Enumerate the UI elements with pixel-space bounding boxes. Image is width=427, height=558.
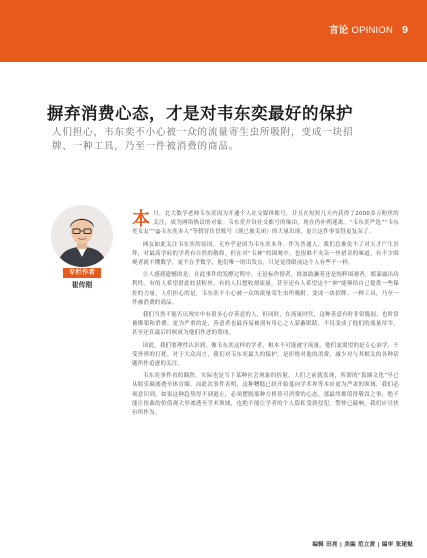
section-label <box>329 25 393 37</box>
paragraph-1-text: 月，北大数学老师韦东奕因为开通个人社交媒体账号，并且在短短几天内获得了2000多万粉丝的关注，成为网络热议的对象。韦东奕开设社交账号的缘由，现在仍扑朔迷离。“韦东奕严选”“韦东奕女友”“@韦东奕本人”等假冒仿冒账号（现已被关闭）的大量出现，更让这件事变得更复杂了。 <box>132 211 399 236</box>
article-lede: 人们担心，韦东奕不小心被一众的流量寄生虫所吸附，变成一块招牌、一种工具，乃至一件被消费的商品。 <box>52 127 354 152</box>
paragraph-2: 网友如此关注韦东奕的原因，无外乎是因为韦东奕本身。作为普通人，我们总难免不了对天才产生崇拜，对最高学府的学者有自然的敬仰。但在对“韦神”的围观中，也很难不夹杂一丝猎奇的味道，有不少围观者就不懂数学，更不在乎数学，他们唯一的出发点，只是觉得眼前这个人有些不一样。 <box>132 241 399 267</box>
author-tag: 专栏作者 <box>63 268 101 278</box>
author-portrait-svg <box>51 205 113 267</box>
paragraph-4: 我们当然不能否认现实中有很多心存善意的人，但同时，在流量时代，这种善意有时非常脆弱，也时常被绑架和消费。更为严重的是，善意者也最容易被别有用心之人蒙蔽眼睛，不仅变成了他们的流量待宰，甚至还在最后时候成为他们作恶的帮凶。 <box>132 312 399 337</box>
paragraph-1 <box>132 210 399 238</box>
footer-credit: 编辑 田亮 | 美编 范立黄 | 编审 张建魁 <box>312 542 413 548</box>
dropcap: 本 <box>132 209 151 230</box>
section-label-zh: 言论 <box>329 25 349 36</box>
article-headline: 摒弃消费心态，才是对韦东奕最好的保护 <box>47 104 353 123</box>
page-number: 9 <box>402 24 408 36</box>
paragraph-5: 因此，我们要理性认识到，像韦东奕这样的学者，根本不可能被守流量。他们更渴望的是专心治学，不受外界的打扰。对于大众而言，我们对韦东奕最大的保护，是拒绝对他的消费，减少对与其相关的各种话题所作追逐的关注。 <box>132 342 399 368</box>
article-body <box>132 210 399 418</box>
author-portrait-icon <box>51 205 113 267</box>
paragraph-6: 韦东奕事件看似偶然，实际也是当下某种社会现象的折射。人们之前就发现，所谓的“饭圈文化”早已从娱乐圈渗透至体育圈，而此次事件表明，这种糟糕已经开始蔓向学术界等本应更为严肃的领域，我们必须意识到，如果这种趋势得不到遏止，必须摆脱那种方格皆可消费的心态，那最终都值得敬畏之事，绝不能让扭曲的价值观大举渗透至学术领域，也绝不能让学者的个人隐私受到侵犯。警钟已敲响，我们应尽快有所作为。 <box>132 373 399 417</box>
author-name: 崔传刚 <box>71 281 93 289</box>
paragraph-3: 让人感到遗憾的是，在此事件的发酵过程中，无论标作情者，推波助澜者还是纯粹围观者，都暴露出功利性。有的人希望借此收获粉丝，有的人打想收割流量，甚至还有人希望这个“神”能够给自己提供一些保佐的力量。人们担心的是，韦东奕不小心被一众的流量寄生虫所吸附，变成一块招牌、一种工具，乃至一件被消费的商品。 <box>132 272 399 306</box>
section-label-en: OPINION <box>351 25 393 36</box>
